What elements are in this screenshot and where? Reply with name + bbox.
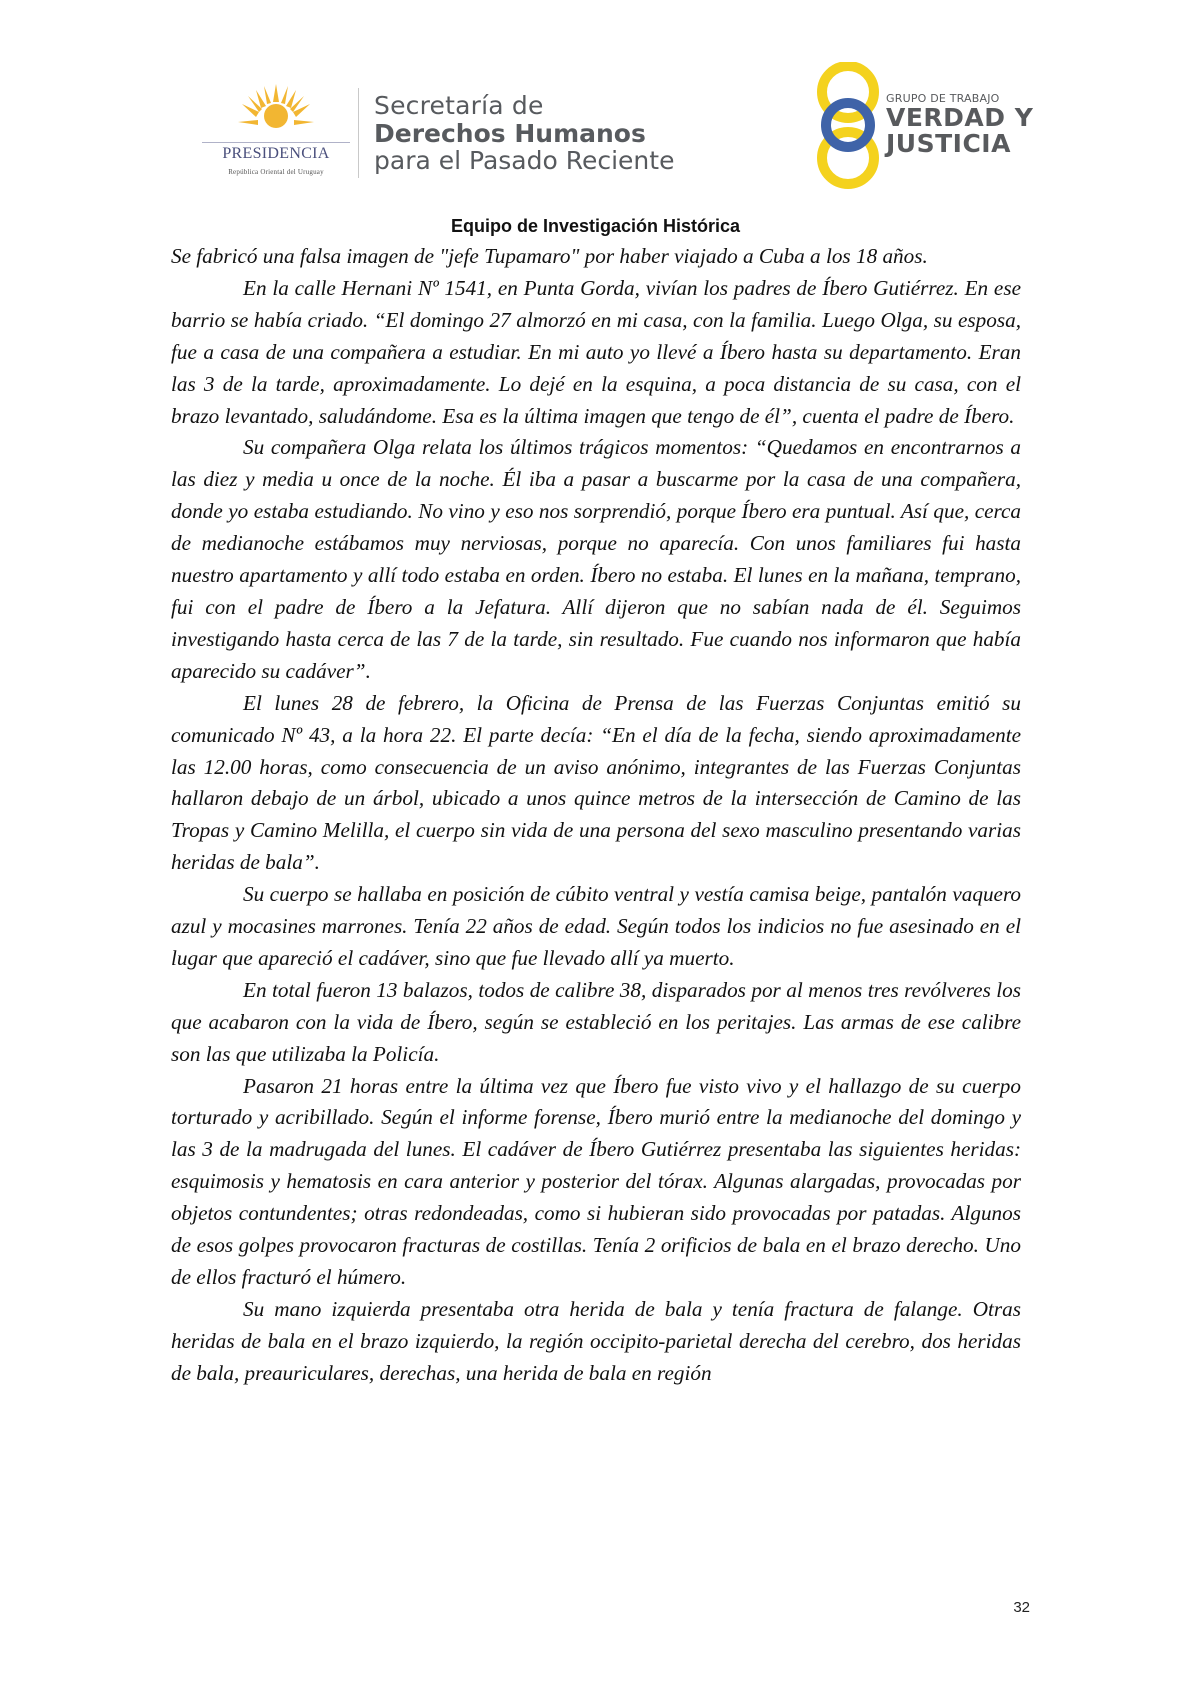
paragraph-7: Pasaron 21 horas entre la última vez que Íbero fue visto vivo y el hallazgo de su cuerpo torturado y acribillado. Según el informe forense, Íbero murió entre la medianoche del domingo y las 3 de la madrugada del lunes. El cadáver de Íbero Gutiérrez presentaba las siguientes heridas: esquimosis y hematosis en cara anterior y posterior del tórax. Algunas alargadas, provocadas por objetos contundentes; otras redondeadas, como si hubieran sido provocadas por patadas. Algunos de esos golpes provocaron fracturas de costillas. Tenía 2 orificios de bala en el brazo derecho. Uno de ellos fracturó el húmero. (171, 1073, 1021, 1289)
verdad-justicia-logo (808, 62, 1038, 192)
paragraph-1: Se fabricó una falsa imagen de "jefe Tupamaro" por haber viajado a Cuba a los 18 años. (171, 244, 928, 268)
team-title: Equipo de Investigación Histórica (450, 216, 741, 236)
presidencia-divider (202, 142, 350, 143)
verdad-justicia-text (886, 92, 1033, 157)
presidencia-name: PRESIDENCIA (222, 145, 330, 162)
page-header (0, 0, 1191, 200)
sun-emblem-icon (236, 82, 316, 140)
page-number: 32 (1013, 1599, 1030, 1616)
paragraph-4: El lunes 28 de febrero, la Oficina de Prensa de las Fuerzas Conjuntas emitió su comunicado Nº 43, a la hora 22. El parte decía: “En el día de la fecha, siendo aproximadamente las 12.00 horas, como consecuencia de un aviso anónimo, integrantes de las Fuerzas Conjuntas hallaron debajo de un árbol, ubicado a unos quince metros de la intersección de Camino de las Tropas y Camino Melilla, el cuerpo sin vida de una persona del sexo masculino presentando varias heridas de bala”. (171, 690, 1021, 875)
verdad-label: VERDAD Y (886, 103, 1034, 132)
paragraph-6: En total fueron 13 balazos, todos de calibre 38, disparados por al menos tres revólveres los que acabaron con la vida de Íbero, según se estableció en los peritajes. Las armas de ese calibre son las que utilizaba la Policía. (171, 977, 1021, 1066)
secretaria-title (374, 92, 674, 175)
secretaria-line-1: Secretaría de (374, 91, 544, 120)
justicia-label: JUSTICIA (886, 129, 1011, 158)
document-body (171, 241, 1021, 1390)
grupo-trabajo-label: GRUPO DE TRABAJO (886, 92, 1000, 105)
paragraph-8: Su mano izquierda presentaba otra herida de bala y tenía fractura de falange. Otras heridas de bala en el brazo izquierdo, la región occipito-parietal derecha del cerebro, dos heridas de bala, preauriculares, derechas, una herida de bala en región (171, 1296, 1021, 1385)
presidencia-subtitle: República Oriental del Uruguay (228, 168, 324, 176)
secretaria-line-3: para el Pasado Reciente (374, 146, 675, 175)
paragraph-3: Su compañera Olga relata los últimos trágicos momentos: “Quedamos en encontrarnos a las diez y media u once de la noche. Él iba a pasar a buscarme por la casa de una compañera, donde yo estaba estudiando. No vino y eso nos sorprendió, porque Íbero era puntual. Así que, cerca de medianoche estábamos muy nerviosas, porque no aparecía. Con unos familiares fui hasta nuestro apartamento y allí todo estaba en orden. Íbero no estaba. El lunes en la mañana, temprano, fui con el padre de Íbero a la Jefatura. Allí dijeron que no sabían nada de él. Seguimos investigando hasta cerca de las 7 de la tarde, sin resultado. Fue cuando nos informaron que había aparecido su cadáver”. (171, 435, 1021, 683)
presidencia-logo (196, 82, 356, 182)
header-divider (358, 88, 359, 178)
interlocked-rings-icon (808, 62, 888, 192)
paragraph-2: En la calle Hernani Nº 1541, en Punta Gorda, vivían los padres de Íbero Gutiérrez. En ese barrio se había criado. “El domingo 27 almorzó en mi casa, con la familia. Luego Olga, su esposa, fue a casa de una compañera a estudiar. En mi auto yo llevé a Íbero hasta su departamento. Eran las 3 de la tarde, aproximadamente. Lo dejé en la esquina, a poca distancia de su casa, con el brazo levantado, saludándome. Esa es la última imagen que tengo de él”, cuenta el padre de Íbero. (171, 275, 1021, 428)
paragraph-5: Su cuerpo se hallaba en posición de cúbito ventral y vestía camisa beige, pantalón vaquero azul y mocasines marrones. Tenía 22 años de edad. Según todos los indicios no fue asesinado en el lugar que apareció el cadáver, sino que fue llevado allí ya muerto. (171, 882, 1021, 970)
secretaria-line-2: Derechos Humanos (374, 118, 646, 148)
